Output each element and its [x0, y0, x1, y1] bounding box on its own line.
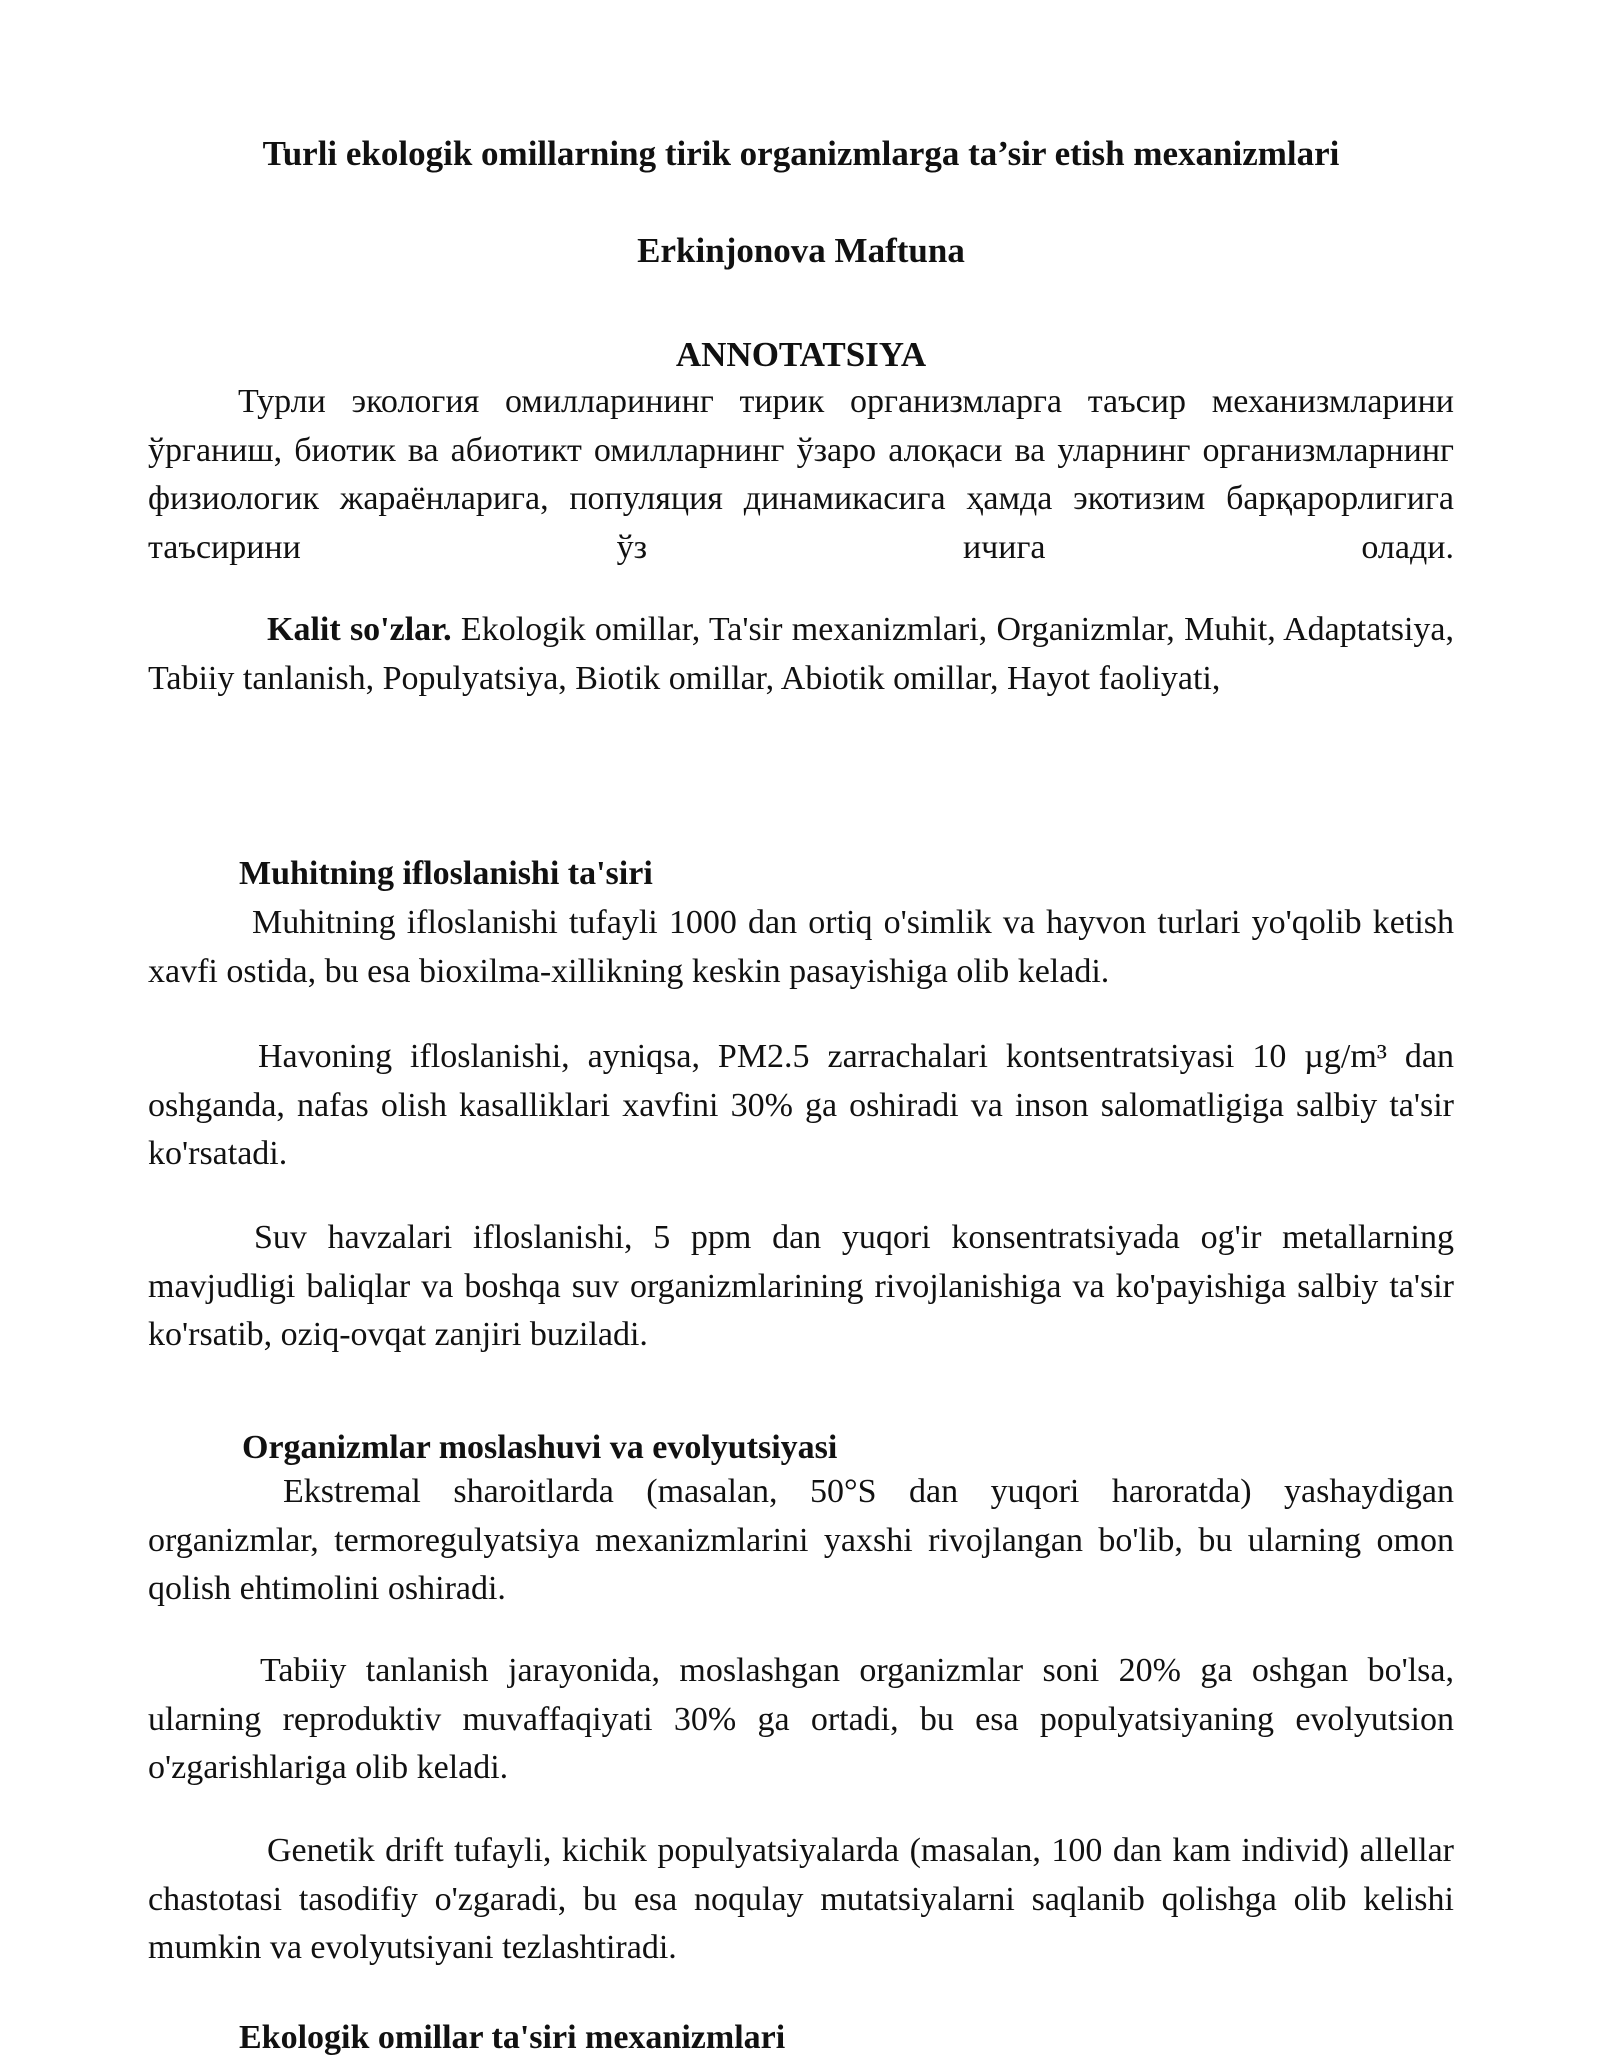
section-paragraph: Genetik drift tufayli, kichik populyatsiyalarda (masalan, 100 dan kam individ) allellar chastotasi tasodifiy o'zgaradi, bu esa noqulay mutatsiyalarni saqlanib qolishga olib kelishi mumkin va evolyutsiyani tezlashtiradi. — [148, 1832, 1454, 1966]
keywords-list: Ekologik omillar, Ta'sir mexanizmlari, Organizmlar, Muhit, Adaptatsiya, Tabiiy tanlanish, Populyatsiya, Biotik omillar, Abiotik omillar, Hayot faoliyati, — [148, 611, 1454, 697]
annotation-heading: ANNOTATSIYA — [675, 335, 927, 374]
annotation-text: Турли экология омилларининг тирик организмларга таъсир механизмларини ўрганиш, биотик ва абиотикт омилларнинг ўзаро алоқаси ва уларнинг организмларнинг физиологик жараёнларига, популяция динамикасига ҳамда экотизим барқарорлигига таъсирини ўз ичига олади. — [148, 383, 1454, 566]
section-paragraph: Tabiiy tanlanish jarayonida, moslashgan organizmlar soni 20% ga oshgan bo'lsa, ularning reproduktiv muvaffaqiyati 30% ga ortadi, bu esa populyatsiyaning evolyutsion o'zgarishlariga olib keladi. — [148, 1652, 1454, 1786]
keywords-label: Kalit so'zlar. — [267, 611, 452, 648]
keywords-paragraph — [148, 606, 1454, 703]
section-paragraph: Havoning ifloslanishi, ayniqsa, PM2.5 zarrachalari kontsentratsiyasi 10 µg/m³ dan oshganda, nafas olish kasalliklari xavfini 30% ga oshiradi va inson salomatligiga salbiy ta'sir ko'rsatadi. — [148, 1038, 1454, 1172]
section-heading-mechanisms: Ekologik omillar ta'siri mexanizmlari — [239, 2019, 786, 2056]
section-paragraph: Suv havzalari ifloslanishi, 5 ppm dan yuqori konsentratsiyada og'ir metallarning mavjudligi baliqlar va boshqa suv organizmlarining rivojlanishiga va ko'payishiga salbiy ta'sir ko'rsatib, oziq-ovqat zanjiri buziladi. — [148, 1219, 1454, 1353]
section-heading-adaptation: Organizmlar moslashuvi va evolyutsiyasi — [242, 1429, 838, 1466]
section-paragraph: Muhitning ifloslanishi tufayli 1000 dan ortiq o'simlik va hayvon turlari yo'qolib ketish xavfi ostida, bu esa bioxilma-xillikning keskin pasayishiga olib keladi. — [148, 904, 1454, 990]
section-paragraph: Ekstremal sharoitlarda (masalan, 50°S dan yuqori haroratda) yashaydigan organizmlar, termoregulyatsiya mexanizmlarini yaxshi rivojlangan bo'lib, bu ularning omon qolish ehtimolini oshiradi. — [148, 1473, 1454, 1607]
section-heading-pollution: Muhitning ifloslanishi ta'siri — [239, 855, 653, 892]
document-title: Turli ekologik omillarning tirik organizmlarga ta’sir etish mexanizmlari — [262, 134, 1340, 173]
author-name: Erkinjonova Maftuna — [637, 231, 965, 270]
